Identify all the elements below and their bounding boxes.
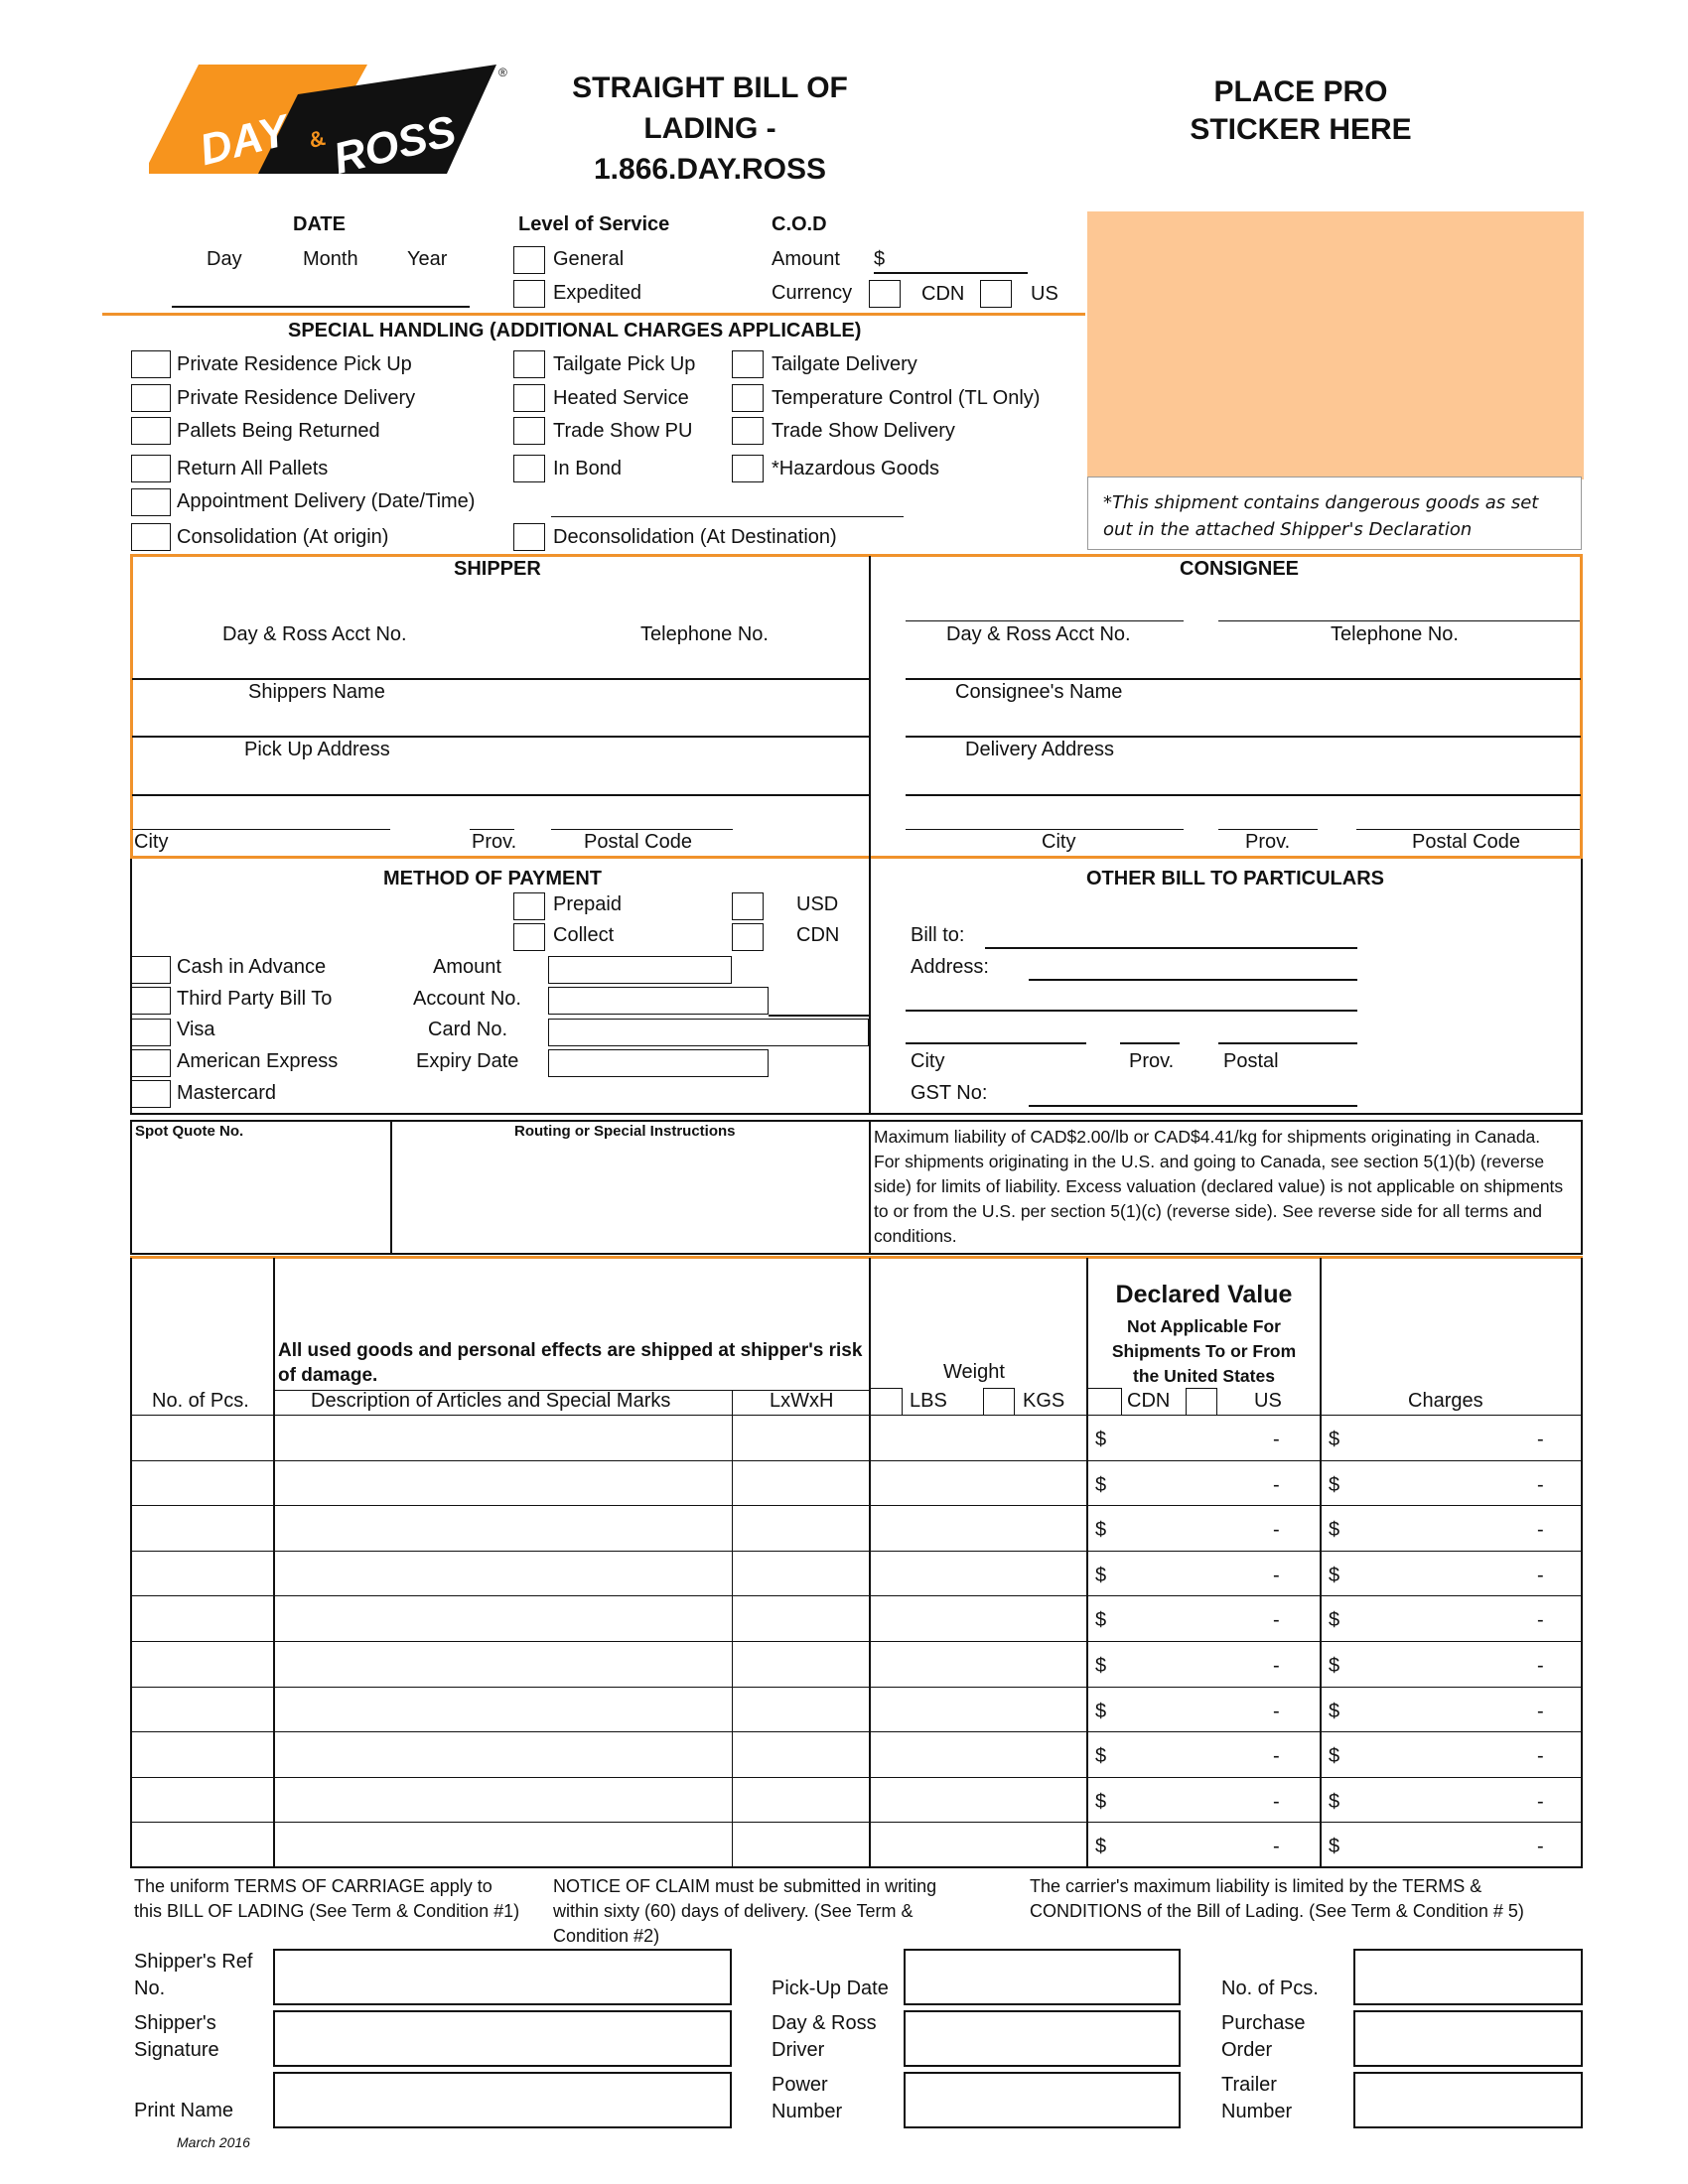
lbs-label: LBS: [910, 1390, 947, 1412]
general-checkbox[interactable]: [513, 246, 545, 274]
special-col1-label-0: Private Residence Pick Up: [177, 353, 412, 375]
special-col2-checkbox-3[interactable]: [513, 455, 545, 482]
shipper-acct-label: Day & Ross Acct No.: [222, 623, 407, 645]
lbs-checkbox[interactable]: [871, 1388, 903, 1416]
cash-checkbox[interactable]: [131, 956, 171, 984]
weight-header: Weight: [943, 1361, 1005, 1383]
terms-note-1: The uniform TERMS OF CARRIAGE apply to this BILL OF LADING (See Term & Condition #1): [134, 1876, 520, 1921]
amount-input[interactable]: [548, 956, 732, 984]
special-col1-label-2: Pallets Being Returned: [177, 420, 380, 442]
special-col1-label-1: Private Residence Delivery: [177, 387, 416, 409]
prepaid-label: Prepaid: [553, 893, 622, 915]
shipper-address-field[interactable]: [132, 794, 869, 796]
bill-postal-field[interactable]: [1218, 1042, 1357, 1044]
special-col1-checkbox-5[interactable]: [131, 523, 171, 551]
declared-dollar-sign: $: [1095, 1836, 1107, 1857]
consignee-name-label: Consignee's Name: [955, 681, 1123, 703]
liability-text: Maximum liability of CAD$2.00/lb or CAD$4.41/kg for shipments originating in Canada. For shipments originating in the U.S. and going to Canada, see section 5(1)(b) (reverse side) for limits of liability. Excess valuation (declared value) is not applicable on shipments to or from the U.S. per section 5(1)(c) (reverse side). See reverse side for all terms and conditions.: [874, 1127, 1564, 1246]
special-col3-label-1: Temperature Control (TL Only): [772, 387, 1041, 409]
charges-value-cell: -: [1537, 1609, 1544, 1631]
special-col3-label-3: *Hazardous Goods: [772, 458, 939, 479]
special-col1-checkbox-0[interactable]: [131, 350, 171, 378]
appointment-datetime-field[interactable]: [551, 516, 904, 517]
consignee-phone-label: Telephone No.: [1331, 623, 1459, 645]
col-div-desc: [732, 1390, 733, 1868]
cod-currency-label: Currency: [772, 282, 853, 304]
declared-value-cell: -: [1273, 1655, 1280, 1677]
logo-ross-text: ROSS: [329, 106, 461, 184]
gst-field[interactable]: [1029, 1105, 1357, 1107]
prepaid-checkbox[interactable]: [513, 892, 545, 920]
charges-dollar-sign: $: [1329, 1429, 1340, 1450]
hazard-note-text: *This shipment contains dangerous goods as set out in the attached Shipper's Declaration: [1103, 492, 1539, 540]
bill-city-field[interactable]: [906, 1042, 1086, 1044]
special-col3-label-2: Trade Show Delivery: [772, 420, 955, 442]
declared-value-cell: -: [1273, 1609, 1280, 1631]
shipper-ref-input[interactable]: [273, 1949, 732, 2005]
month-label: Month: [303, 248, 358, 270]
card-label: Card No.: [428, 1019, 508, 1040]
account-extension-line: [769, 1015, 869, 1017]
title-line-2: LADING -: [643, 112, 776, 145]
third-party-checkbox[interactable]: [131, 987, 171, 1015]
table-row: [130, 1505, 1583, 1506]
consignee-prov-field[interactable]: [1218, 829, 1318, 830]
pcs-header: No. of Pcs.: [152, 1390, 249, 1412]
charges-header: Charges: [1408, 1390, 1483, 1412]
date-underline[interactable]: [172, 306, 470, 308]
special-col1-checkbox-4[interactable]: [131, 488, 171, 516]
cod-us-checkbox[interactable]: [980, 280, 1012, 308]
special-col3-checkbox-3[interactable]: [732, 455, 764, 482]
mastercard-checkbox[interactable]: [131, 1080, 171, 1108]
usd-label: USD: [796, 893, 839, 915]
table-row: [130, 1551, 1583, 1552]
account-input[interactable]: [548, 987, 769, 1015]
table-row: [130, 1777, 1583, 1778]
shipper-phone-label: Telephone No.: [640, 623, 769, 645]
footer-pcs-input[interactable]: [1353, 1949, 1583, 2005]
charges-dollar-sign: $: [1329, 1609, 1340, 1631]
shipper-signature-label: Shipper's Signature: [134, 2012, 219, 2061]
purchase-order-input[interactable]: [1353, 2010, 1583, 2067]
charges-dollar-sign: $: [1329, 1474, 1340, 1496]
declared-dollar-sign: $: [1095, 1655, 1107, 1677]
consignee-postal-field[interactable]: [1356, 829, 1580, 830]
routing-input[interactable]: [395, 1142, 864, 1249]
payment-cdn-label: CDN: [796, 924, 840, 946]
shipper-name-field[interactable]: [132, 736, 869, 738]
shipper-city-label: City: [134, 831, 169, 853]
logo-day-text: DAY: [195, 105, 294, 176]
table-row: [130, 1822, 1583, 1823]
special-col2-checkbox-0[interactable]: [513, 350, 545, 378]
special-col2-label-0: Tailgate Pick Up: [553, 353, 696, 375]
cod-dollar-sign: $: [874, 248, 886, 270]
pro-line-1: PLACE PRO: [1213, 75, 1388, 108]
declared-dollar-sign: $: [1095, 1791, 1107, 1813]
shipper-postal-field[interactable]: [551, 829, 733, 830]
special-col1-label-5: Consolidation (At origin): [177, 526, 389, 548]
title-line-3: 1.866.DAY.ROSS: [593, 153, 827, 186]
bill-prov-field[interactable]: [1120, 1042, 1180, 1044]
pro-sticker-label: [1132, 73, 1470, 149]
collect-checkbox[interactable]: [513, 923, 545, 951]
expiry-input[interactable]: [548, 1049, 769, 1077]
bill-to-title: OTHER BILL TO PARTICULARS: [1086, 868, 1384, 889]
charges-dollar-sign: $: [1329, 1836, 1340, 1857]
cod-label: C.O.D: [772, 213, 827, 235]
driver-input[interactable]: [904, 2010, 1181, 2067]
shipper-title: SHIPPER: [454, 558, 541, 580]
card-number-input[interactable]: [548, 1019, 869, 1046]
declared-us-label: US: [1254, 1390, 1282, 1412]
special-col1-label-4: Appointment Delivery (Date/Time): [177, 490, 476, 512]
expedited-checkbox[interactable]: [513, 280, 545, 308]
charges-dollar-sign: $: [1329, 1655, 1340, 1677]
logo-amp-text: &: [306, 124, 328, 153]
spot-quote-input[interactable]: [135, 1142, 385, 1249]
declared-dollar-sign: $: [1095, 1474, 1107, 1496]
shipper-address-label: Pick Up Address: [244, 739, 390, 760]
declared-us-checkbox[interactable]: [1088, 1388, 1122, 1416]
table-row: [130, 1415, 1583, 1416]
terms-note-3: The carrier's maximum liability is limited by the TERMS & CONDITIONS of the Bill of Lading. (See Term & Condition # 5): [1030, 1876, 1524, 1921]
bill-address-line-2[interactable]: [906, 1010, 1357, 1012]
charges-value-cell: -: [1537, 1701, 1544, 1722]
table-row: [130, 1460, 1583, 1461]
bill-city-label: City: [911, 1050, 945, 1072]
visa-checkbox[interactable]: [131, 1019, 171, 1046]
declared-dollar-sign: $: [1095, 1745, 1107, 1767]
table-row: [130, 1731, 1583, 1732]
desc-header: Description of Articles and Special Marks: [311, 1390, 671, 1412]
consignee-address-label: Delivery Address: [965, 739, 1115, 760]
payment-title: METHOD OF PAYMENT: [383, 868, 603, 889]
special-col2-checkbox-4[interactable]: [513, 523, 545, 551]
hazard-note-box: [1087, 477, 1582, 550]
purchase-order-label: Purchase Order: [1221, 2012, 1306, 2061]
service-level-label: Level of Service: [518, 213, 670, 235]
charges-value-cell: -: [1537, 1655, 1544, 1677]
payment-divider: [869, 859, 871, 1115]
declared-dollar-sign: $: [1095, 1609, 1107, 1631]
charges-dollar-sign: $: [1329, 1701, 1340, 1722]
footer-pcs-label: No. of Pcs.: [1221, 1978, 1319, 1999]
amex-label: American Express: [177, 1050, 339, 1072]
used-goods-note: All used goods and personal effects are shipped at shipper's risk of damage.: [278, 1340, 863, 1386]
shipper-postal-label: Postal Code: [584, 831, 692, 853]
charges-dollar-sign: $: [1329, 1745, 1340, 1767]
consignee-name-top-line: [906, 678, 1581, 680]
shipper-ref-label: Shipper's Ref No.: [134, 1951, 253, 1999]
declared-dollar-sign: $: [1095, 1701, 1107, 1722]
special-col2-checkbox-2[interactable]: [513, 417, 545, 445]
spot-quote-label: Spot Quote No.: [135, 1123, 244, 1140]
date-label: DATE: [293, 213, 346, 235]
cod-amount-field[interactable]: [874, 272, 1028, 274]
special-handling-title: SPECIAL HANDLING (ADDITIONAL CHARGES APPLICABLE): [288, 320, 862, 341]
print-name-input[interactable]: [273, 2072, 732, 2128]
pro-sticker-area: [1087, 211, 1584, 479]
consignee-prov-label: Prov.: [1245, 831, 1291, 853]
consignee-name-field[interactable]: [906, 736, 1581, 738]
cod-cdn-label: CDN: [921, 283, 965, 305]
declared-cdn-label: CDN: [1127, 1390, 1171, 1412]
bill-prov-label: Prov.: [1129, 1050, 1175, 1072]
consignee-city-field[interactable]: [906, 829, 1184, 830]
terms-note-2: NOTICE OF CLAIM must be submitted in writing within sixty (60) days of delivery. (See Term & Condition #2): [553, 1876, 937, 1946]
charges-value-cell: -: [1537, 1565, 1544, 1586]
special-col2-label-3: In Bond: [553, 458, 622, 479]
payment-cdn-checkbox[interactable]: [732, 923, 764, 951]
gst-label: GST No:: [911, 1082, 988, 1104]
third-party-label: Third Party Bill To: [177, 988, 333, 1010]
routing-label: Routing or Special Instructions: [514, 1123, 736, 1140]
shipper-city-field[interactable]: [132, 829, 390, 830]
bill-to-field[interactable]: [985, 947, 1357, 949]
shipper-consignee-box: [130, 554, 1583, 859]
section-divider: [102, 313, 1085, 316]
account-label: Account No.: [413, 988, 521, 1010]
declared-value-subheader: Not Applicable For Shipments To or From the United States: [1111, 1316, 1297, 1386]
print-name-label: Print Name: [134, 2100, 234, 2121]
dims-header: LxWxH: [770, 1390, 834, 1412]
expedited-label: Expedited: [553, 282, 641, 304]
cod-amount-label: Amount: [772, 248, 840, 270]
day-ross-logo: [149, 55, 516, 184]
shipper-consignee-divider: [869, 556, 871, 859]
year-label: Year: [407, 248, 448, 270]
visa-label: Visa: [177, 1019, 215, 1040]
table-row: [130, 1687, 1583, 1688]
consignee-phone-field[interactable]: [1218, 620, 1580, 621]
charges-dollar-sign: $: [1329, 1791, 1340, 1813]
special-col2-label-4: Deconsolidation (At Destination): [553, 526, 837, 548]
charges-value-cell: -: [1537, 1791, 1544, 1813]
payment-box: [130, 859, 1583, 1115]
charges-value-cell: -: [1537, 1519, 1544, 1541]
shipper-prov-field[interactable]: [470, 829, 514, 830]
amount-label: Amount: [433, 956, 501, 978]
amex-checkbox[interactable]: [131, 1049, 171, 1077]
pickup-date-input[interactable]: [904, 1949, 1181, 2005]
kgs-label: KGS: [1023, 1390, 1065, 1412]
special-col3-checkbox-1[interactable]: [732, 384, 764, 412]
mastercard-label: Mastercard: [177, 1082, 277, 1104]
special-col2-checkbox-1[interactable]: [513, 384, 545, 412]
charges-value-cell: -: [1537, 1745, 1544, 1767]
consignee-acct-label: Day & Ross Acct No.: [946, 623, 1131, 645]
charges-value-cell: -: [1537, 1474, 1544, 1496]
charges-value-cell: -: [1537, 1836, 1544, 1857]
shipper-prov-label: Prov.: [472, 831, 517, 853]
revision-date: March 2016: [177, 2134, 250, 2150]
pickup-date-label: Pick-Up Date: [772, 1978, 889, 1999]
consignee-postal-label: Postal Code: [1412, 831, 1520, 853]
collect-label: Collect: [553, 924, 615, 946]
special-col2-label-2: Trade Show PU: [553, 420, 693, 442]
kgs-checkbox[interactable]: [983, 1388, 1015, 1416]
declared-value-cell: -: [1273, 1429, 1280, 1450]
special-col2-label-1: Heated Service: [553, 387, 689, 409]
driver-label: Day & Ross Driver: [772, 2012, 877, 2061]
table-row: [130, 1595, 1583, 1596]
declared-value-cell: -: [1273, 1519, 1280, 1541]
routing-divider: [869, 1120, 871, 1255]
cash-label: Cash in Advance: [177, 956, 327, 978]
declared-value-cell: -: [1273, 1474, 1280, 1496]
table-row: [130, 1641, 1583, 1642]
consignee-address-field[interactable]: [906, 794, 1581, 796]
trailer-number-label: Trailer Number: [1221, 2074, 1293, 2122]
bill-address-field[interactable]: [1029, 979, 1357, 981]
declared-value-header: Declared Value: [1115, 1281, 1293, 1308]
special-col1-checkbox-1[interactable]: [131, 384, 171, 412]
declared-value-cell: -: [1273, 1836, 1280, 1857]
charges-value-cell: -: [1537, 1429, 1544, 1450]
special-col3-checkbox-2[interactable]: [732, 417, 764, 445]
spot-divider: [390, 1120, 392, 1255]
shipper-acct-field[interactable]: [132, 678, 869, 680]
declared-dollar-sign: $: [1095, 1429, 1107, 1450]
day-label: Day: [207, 248, 242, 270]
cod-us-label: US: [1031, 283, 1058, 305]
declared-value-cell: -: [1273, 1565, 1280, 1586]
shipper-signature-input[interactable]: [273, 2010, 732, 2067]
general-label: General: [553, 248, 625, 270]
power-number-label: Power Number: [772, 2074, 843, 2122]
charges-dollar-sign: $: [1329, 1519, 1340, 1541]
document-title: [536, 68, 884, 190]
expiry-label: Expiry Date: [416, 1050, 519, 1072]
declared-value-cell: -: [1273, 1701, 1280, 1722]
shipper-name-label: Shippers Name: [248, 681, 385, 703]
trailer-number-input[interactable]: [1353, 2072, 1583, 2128]
declared-dollar-sign: $: [1095, 1565, 1107, 1586]
title-line-1: STRAIGHT BILL OF: [572, 71, 848, 104]
power-number-input[interactable]: [904, 2072, 1181, 2128]
declared-dollar-sign: $: [1095, 1519, 1107, 1541]
consignee-title: CONSIGNEE: [1180, 558, 1300, 580]
consignee-acct-field[interactable]: [906, 620, 1184, 621]
cod-cdn-checkbox[interactable]: [869, 280, 901, 308]
special-col3-label-0: Tailgate Delivery: [772, 353, 917, 375]
pro-line-2: STICKER HERE: [1190, 113, 1412, 146]
bill-address-label: Address:: [911, 956, 989, 978]
logo-registered-mark: ®: [498, 66, 507, 79]
charges-dollar-sign: $: [1329, 1565, 1340, 1586]
special-col3-checkbox-0[interactable]: [732, 350, 764, 378]
declared-value-cell: -: [1273, 1791, 1280, 1813]
special-col1-label-3: Return All Pallets: [177, 458, 329, 479]
bill-postal-label: Postal: [1223, 1050, 1279, 1072]
special-col1-checkbox-2[interactable]: [131, 417, 171, 445]
special-col1-checkbox-3[interactable]: [131, 455, 171, 482]
consignee-city-label: City: [1042, 831, 1076, 853]
bill-to-label: Bill to:: [911, 924, 965, 946]
declared-value-cell: -: [1273, 1745, 1280, 1767]
declared-cdn-checkbox[interactable]: [1186, 1388, 1217, 1416]
usd-checkbox[interactable]: [732, 892, 764, 920]
